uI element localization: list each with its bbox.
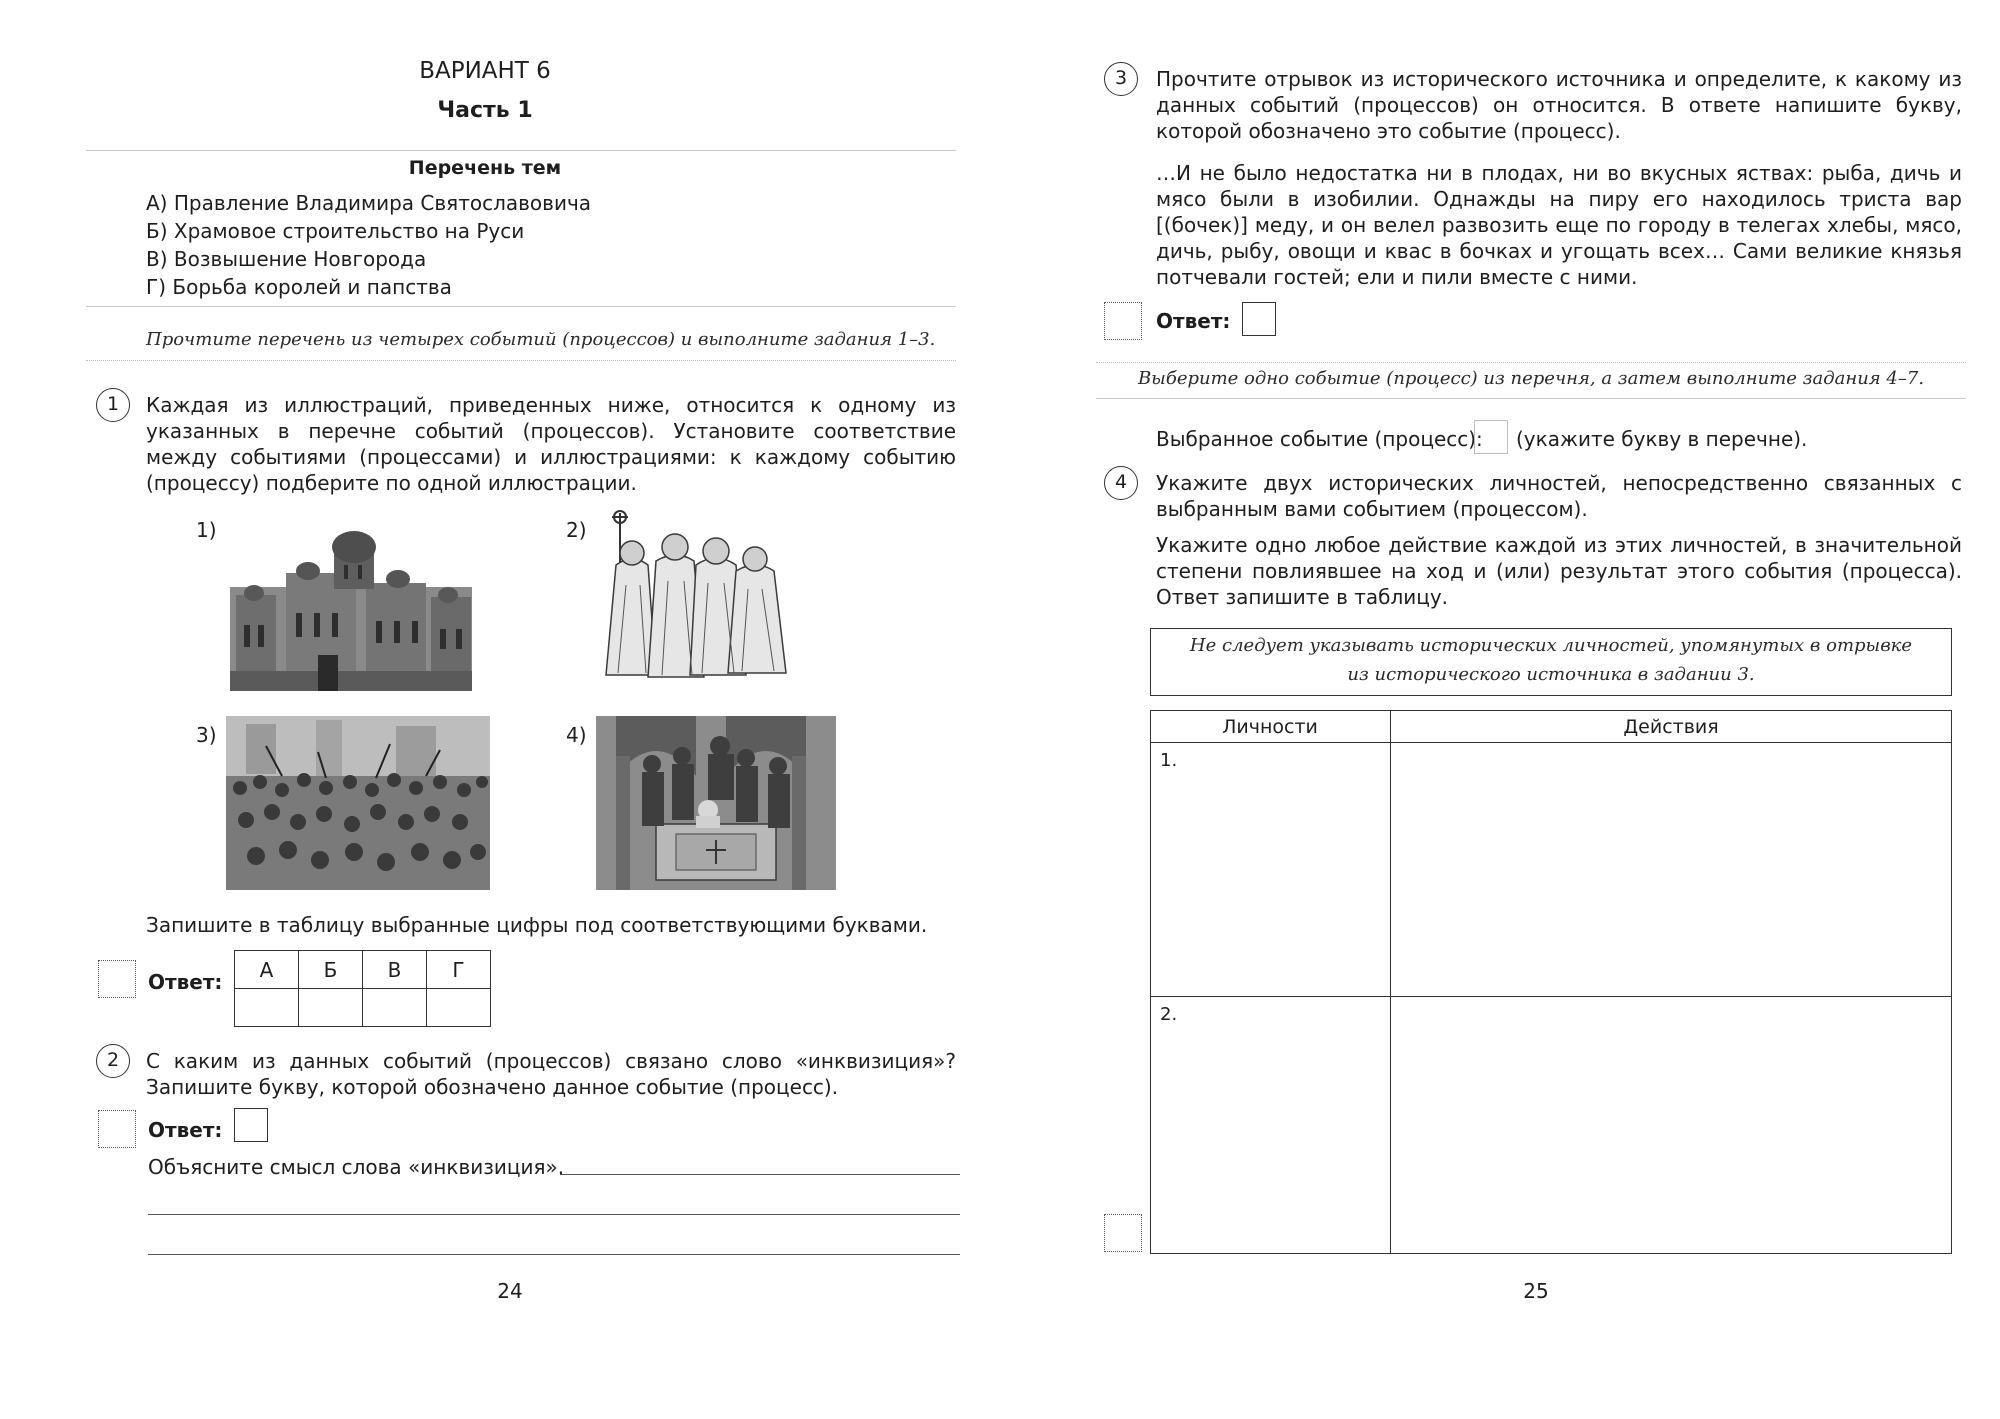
answer-line[interactable]: [148, 1254, 960, 1255]
explain-prompt: Объясните смысл слова «инквизиция».: [148, 1155, 565, 1179]
task4-note-box: [1150, 628, 1952, 696]
column-header-actions: Действия: [1623, 716, 1719, 738]
table-row-2-label: 2.: [1160, 1004, 1178, 1025]
answer-table: [234, 950, 491, 1027]
task4-text-2: Укажите одно любое действие каждой из этих личностей, в значительной степени повлиявшее на ход и (или) результат этого события (процесса). Ответ запишите в таблицу.: [1156, 533, 1962, 609]
selected-event-hint: (укажите букву в перечне).: [1516, 427, 1808, 451]
table-column-divider: [1390, 710, 1391, 1254]
answer-input-box[interactable]: [1242, 302, 1276, 336]
monks-procession-illustration: [596, 505, 796, 685]
cathedral-illustration: [226, 525, 476, 695]
selected-event-box[interactable]: [1474, 420, 1508, 454]
answer-cell-a[interactable]: [235, 989, 299, 1027]
topics-heading: Перечень тем: [408, 157, 562, 179]
task3-quote: …И не было недостатка ни в плодах, ни во вкусных яствах: рыба, дичь и мясо были в изобилии. Однажды на пиру его находилось триста вар [(бочек)] меду, и он велел развозить еще по городу в телегах хлебы, мясо, дичь, рыбу, овощи и квас в бочках и угощать всех… Сами великие князья потчевали гостей; ели и пили вместе с ними.: [1156, 161, 1962, 289]
answer-table-header-g: Г: [427, 951, 491, 989]
answer-label: Ответ:: [1156, 309, 1231, 333]
illustration-label-4: 4): [566, 723, 587, 747]
score-box: [98, 1110, 136, 1148]
page-number-left: 24: [497, 1279, 523, 1303]
answer-cell-v[interactable]: [363, 989, 427, 1027]
topic-item-b: Б) Храмовое строительство на Руси: [146, 219, 525, 243]
topic-item-g: Г) Борьба королей и папства: [146, 275, 452, 299]
divider: [86, 360, 956, 361]
page-title: ВАРИАНТ 6: [419, 58, 551, 84]
table-cell-person-2[interactable]: [1152, 998, 1388, 1252]
task3-text: Прочтите отрывок из исторического источника и определите, к какому из данных событий (процессов) он относится. В ответе напишите букву, которой обозначено это событие (процесс).: [1156, 67, 1962, 143]
task2-text: С каким из данных событий (процессов) связано слово «инквизиция»? Запишите букву, которой обозначено данное событие (процесс).: [146, 1049, 956, 1099]
divider: [86, 150, 956, 151]
score-box: [1104, 1214, 1142, 1252]
task-number-3: 3: [1104, 62, 1138, 96]
answer-input-box[interactable]: [234, 1108, 268, 1142]
answer-label: Ответ:: [148, 1118, 223, 1142]
task4-note-line-1: Не следует указывать исторических личностей, упомянутых в отрывке: [1189, 635, 1913, 656]
crowd-assembly-illustration: [226, 716, 490, 890]
selected-event-label: Выбранное событие (процесс):: [1156, 427, 1483, 451]
topic-item-a: А) Правление Владимира Святославовича: [146, 191, 592, 215]
topics-list: [146, 190, 591, 302]
answer-line[interactable]: [148, 1214, 960, 1215]
illustration-label-2: 2): [566, 518, 587, 542]
task-number-1: 1: [96, 388, 130, 422]
answer-label: Ответ:: [148, 970, 223, 994]
write-instruction: Запишите в таблицу выбранные цифры под соответствующими буквами.: [146, 913, 928, 937]
table-row-divider: [1150, 996, 1952, 997]
task1-text: Каждая из иллюстраций, приведенных ниже, относится к одному из указанных в перечне событий (процессов). Установите соответствие между событиями (процессами) и иллюстрациями: к каждому событию (процессу) подберите по одной иллюстрации.: [146, 393, 956, 495]
table-cell-action-2[interactable]: [1392, 998, 1950, 1252]
task4-text-1: Укажите двух исторических личностей, непосредственно связанных с выбранным вами событием (процессом).: [1156, 471, 1962, 521]
instruction-text: Прочтите перечень из четырех событий (процессов) и выполните задания 1–3.: [146, 329, 936, 350]
divider: [86, 306, 956, 307]
instruction-text: Выберите одно событие (процесс) из перечня, а затем выполните задания 4–7.: [1137, 368, 1925, 389]
table-row-1-label: 1.: [1160, 750, 1178, 771]
church-ceremony-illustration: [596, 716, 836, 890]
score-box: [1104, 302, 1142, 340]
answer-table-header-v: В: [363, 951, 427, 989]
answer-table-header-b: Б: [299, 951, 363, 989]
task-number-2: 2: [96, 1044, 130, 1078]
page-number-right: 25: [1523, 1279, 1549, 1303]
answer-cell-b[interactable]: [299, 989, 363, 1027]
illustration-label-3: 3): [196, 723, 217, 747]
score-box: [98, 960, 136, 998]
table-cell-action-1[interactable]: [1392, 744, 1950, 994]
table-cell-person-1[interactable]: [1152, 744, 1388, 994]
column-header-persons: Личности: [1222, 716, 1318, 738]
answer-cell-g[interactable]: [427, 989, 491, 1027]
answer-line[interactable]: [560, 1174, 960, 1175]
illustration-label-1: 1): [196, 518, 217, 542]
topic-item-v: В) Возвышение Новгорода: [146, 247, 427, 271]
answer-table-header-a: А: [235, 951, 299, 989]
divider: [1096, 362, 1966, 363]
divider: [1096, 398, 1966, 399]
part-title: Часть 1: [437, 98, 533, 123]
table-header-divider: [1150, 742, 1952, 743]
task4-note-line-2: из исторического источника в задании 3.: [1347, 664, 1755, 685]
task-number-4: 4: [1104, 466, 1138, 500]
